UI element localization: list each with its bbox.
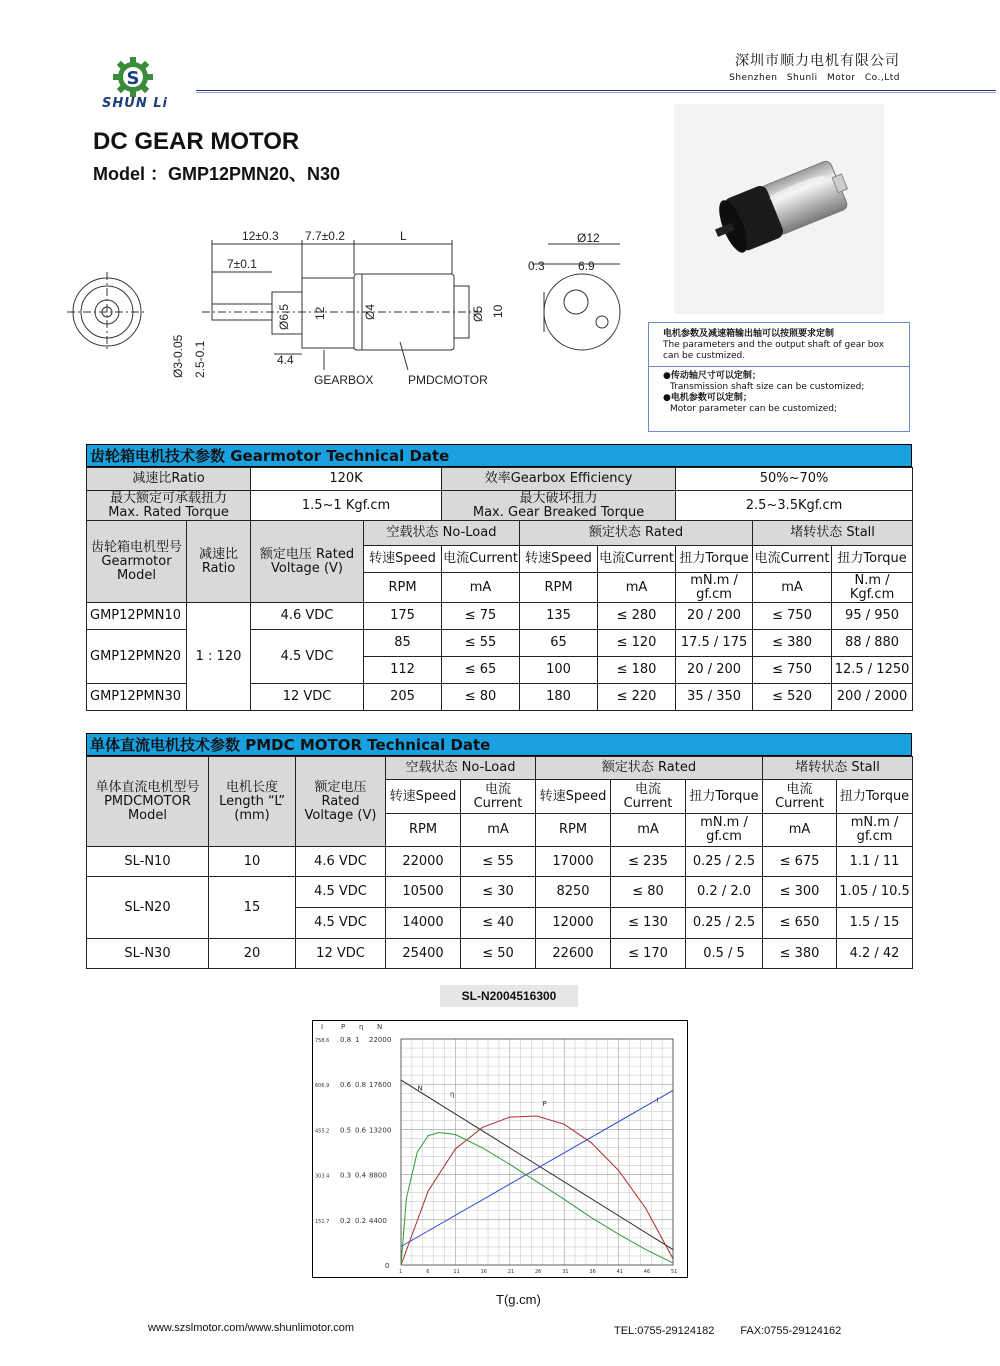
x-tick-label: 31	[562, 1269, 569, 1275]
note-b2-en: Motor parameter can be customized;	[670, 404, 838, 414]
y-tick-label: 0.3	[340, 1171, 352, 1180]
unit-cell: mN.m / gf.cm	[686, 814, 763, 847]
x-tick-label: 26	[535, 1269, 542, 1275]
group-noload: 空载状态 No-Load	[364, 521, 520, 546]
value-cell: ≤ 65	[442, 657, 520, 684]
value-cell: 1.1 / 11	[837, 847, 913, 877]
value-cell: 14000	[386, 908, 461, 939]
label-pmdcmotor: PMDCMOTOR	[408, 373, 488, 387]
value-cell: 112	[364, 657, 442, 684]
value-cell: 180	[520, 684, 598, 711]
value-cell: ≤ 130	[611, 908, 686, 939]
value-cell: 88 / 880	[832, 630, 913, 657]
value-cell: 0.25 / 2.5	[686, 847, 763, 877]
value-cell: 10500	[386, 877, 461, 908]
y-tick-label: 0.2	[340, 1216, 352, 1225]
unit-cell: mN.m / gf.cm	[676, 573, 753, 603]
value-cell: ≤ 675	[763, 847, 837, 877]
model-cell: GMP12PMN20	[87, 630, 187, 684]
value-cell: ≤ 80	[442, 684, 520, 711]
y-tick-label: 0.6	[355, 1126, 367, 1135]
voltage-cell: 4.5 VDC	[296, 908, 386, 939]
series-label: I	[656, 1096, 659, 1105]
model-cell: SL-N30	[87, 939, 209, 969]
unit-cell: mA	[442, 573, 520, 603]
group-rated: 额定状态 Rated	[520, 521, 753, 546]
gearmotor-table	[86, 444, 912, 711]
sub-header: 电流 Current	[763, 780, 837, 814]
value-cell: 1.5 / 15	[837, 908, 913, 939]
group-stall: 堵转状态 Stall	[763, 757, 913, 780]
sub-header: 转速Speed	[520, 546, 598, 573]
sub-header: 扭力Torque	[832, 546, 913, 573]
page-title: DC GEAR MOTOR	[93, 128, 300, 155]
table-row	[87, 847, 913, 877]
unit-cell: RPM	[520, 573, 598, 603]
dim-6-5: Ø6.5	[277, 303, 291, 330]
y-tick-label: 606.9	[315, 1083, 330, 1090]
length-cell: 20	[209, 939, 296, 969]
sub-header: 扭力Torque	[686, 780, 763, 814]
axis-header: P	[341, 1023, 346, 1031]
sub-header: 电流Current	[753, 546, 832, 573]
model-cell: SL-N10	[87, 847, 209, 877]
value-cell: 0.2 / 2.0	[686, 877, 763, 908]
value-cell: ≤ 50	[461, 939, 536, 969]
value-cell: 65	[520, 630, 598, 657]
unit-cell: mN.m / gf.cm	[837, 814, 913, 847]
sub-header: 电流 Current	[461, 780, 536, 814]
y-tick-label: 17600	[369, 1081, 392, 1090]
customization-note	[648, 322, 910, 432]
model-cell: GMP12PMN30	[87, 684, 187, 711]
axis-header: N	[377, 1023, 383, 1031]
value-cell: 100	[520, 657, 598, 684]
ratio-label: 减速比Ratio	[87, 468, 251, 491]
y-tick-label: 151.7	[315, 1218, 330, 1225]
series-label: N	[417, 1084, 423, 1093]
series-line	[401, 1080, 673, 1250]
dim-flat: 2.5-0.1	[193, 340, 207, 378]
note-top-en: The parameters and the output shaft of gear box can be custmized.	[663, 340, 885, 361]
performance-chart	[312, 1020, 688, 1278]
footer-tel: TEL:0755-29124182	[614, 1325, 715, 1337]
voltage-cell: 4.5 VDC	[296, 877, 386, 908]
value-cell: 0.5 / 5	[686, 939, 763, 969]
gear-icon	[112, 56, 154, 98]
value-cell: ≤ 280	[598, 603, 676, 630]
chart-title: SL-N2004516300	[440, 985, 578, 1007]
y-tick-label: 22000	[369, 1036, 392, 1044]
model-line: Model ：GMP12PMN20、N30	[93, 164, 341, 184]
sub-header: 转速Speed	[536, 780, 611, 814]
dim-phi12: Ø12	[577, 231, 600, 245]
note-top-cn: 电机参数及减速箱输出轴可以按照要求定制	[663, 329, 835, 339]
break-torque-cn: 最大破坏扭力	[519, 490, 598, 506]
dim-0-3: 0.3	[528, 259, 545, 273]
performance-chart-svg	[313, 1021, 686, 1276]
dim-6-9: 6.9	[578, 259, 595, 273]
value-cell: ≤ 750	[753, 603, 832, 630]
sub-header: 转速Speed	[364, 546, 442, 573]
dim-5: Ø5	[471, 305, 485, 322]
max-torque-en: Max. Rated Torque	[108, 504, 229, 520]
company-name-en: Shenzhen Shunli Motor Co.,Ltd	[729, 73, 900, 83]
value-cell: 22000	[386, 847, 461, 877]
y-tick-label: 0.8	[340, 1036, 352, 1044]
y-tick-label: 0.5	[340, 1126, 352, 1135]
col-voltage: 额定电压 Rated Voltage (V)	[251, 521, 364, 603]
efficiency-label: 效率Gearbox Efficiency	[442, 468, 676, 491]
sub-header: 电流Current	[442, 546, 520, 573]
sub-header: 电流Current	[598, 546, 676, 573]
x-tick-label: 46	[643, 1269, 651, 1275]
dim-12: 12±0.3	[242, 230, 279, 243]
unit-cell: mA	[753, 573, 832, 603]
plot-area	[401, 1039, 673, 1265]
footer-fax: FAX:0755-29124162	[740, 1325, 842, 1337]
value-cell: 4.2 / 42	[837, 939, 913, 969]
x-tick-label: 11	[453, 1269, 460, 1275]
dim-L: L	[400, 230, 407, 243]
x-tick-label: 6	[426, 1269, 430, 1275]
x-axis-label: T(g.cm)	[496, 1292, 541, 1307]
axis-header: I	[321, 1023, 324, 1031]
value-cell: ≤ 235	[611, 847, 686, 877]
length-cell: 10	[209, 847, 296, 877]
group-rated: 额定状态 Rated	[536, 757, 763, 780]
product-photo	[674, 104, 884, 314]
value-cell: 85	[364, 630, 442, 657]
y-tick-label: 0	[385, 1262, 390, 1270]
logo-text: SHUN Li	[102, 96, 168, 111]
value-cell: 1.05 / 10.5	[837, 877, 913, 908]
y-tick-label: 455.2	[315, 1128, 330, 1135]
unit-cell: mA	[611, 814, 686, 847]
col-ratio: 减速比 Ratio	[187, 521, 251, 603]
voltage-cell: 4.5 VDC	[251, 630, 364, 684]
col-voltage: 额定电压 Rated Voltage (V)	[296, 757, 386, 847]
length-cell: 15	[209, 877, 296, 939]
svg-text:S: S	[126, 68, 140, 89]
y-tick-label: 0.6	[340, 1081, 352, 1090]
value-cell: 12000	[536, 908, 611, 939]
value-cell: ≤ 75	[442, 603, 520, 630]
gearmotor-table-heading: 齿轮箱电机技术参数 Gearmotor Technical Date	[86, 444, 912, 467]
dim-12-v: 12	[313, 306, 327, 320]
footer-websites: www.szslmotor.com/www.shunlimotor.com	[148, 1322, 354, 1334]
note-b1-en: Transmission shaft size can be customized;	[670, 382, 865, 392]
dimension-drawing	[62, 230, 622, 395]
series-line	[401, 1133, 673, 1266]
series-line	[401, 1090, 673, 1246]
col-model: 单体直流电机型号 PMDCMOTOR Model	[87, 757, 209, 847]
unit-cell: mA	[461, 814, 536, 847]
value-cell: 95 / 950	[832, 603, 913, 630]
note-b2-cn: ●电机参数可以定制；	[663, 393, 752, 403]
value-cell: 175	[364, 603, 442, 630]
dim-shaft: Ø3-0.05	[171, 334, 185, 378]
dim-7: 7±0.1	[227, 257, 257, 271]
value-cell: ≤ 220	[598, 684, 676, 711]
table-row	[87, 603, 913, 630]
value-cell: 17000	[536, 847, 611, 877]
value-cell: ≤ 55	[442, 630, 520, 657]
series-label: P	[542, 1099, 547, 1108]
value-cell: 8250	[536, 877, 611, 908]
efficiency-value: 50%~70%	[676, 468, 913, 491]
axis-header: η	[359, 1023, 364, 1031]
voltage-cell: 12 VDC	[296, 939, 386, 969]
company-logo	[90, 56, 180, 118]
voltage-cell: 4.6 VDC	[251, 603, 364, 630]
y-tick-label: 0.2	[355, 1216, 367, 1225]
value-cell: ≤ 520	[753, 684, 832, 711]
value-cell: 22600	[536, 939, 611, 969]
sub-header: 电流 Current	[611, 780, 686, 814]
model-cell: SL-N20	[87, 877, 209, 939]
y-tick-label: 13200	[369, 1126, 392, 1135]
dim-7-7: 7.7±0.2	[305, 230, 345, 243]
unit-cell: N.m / Kgf.cm	[832, 573, 913, 603]
header-divider	[196, 90, 996, 91]
y-tick-label: 0.4	[355, 1171, 367, 1180]
value-cell: ≤ 300	[763, 877, 837, 908]
dim-4-4: 4.4	[277, 353, 294, 367]
value-cell: ≤ 40	[461, 908, 536, 939]
sub-header: 转速Speed	[386, 780, 461, 814]
table-row	[87, 877, 913, 908]
x-tick-label: 51	[671, 1269, 678, 1275]
unit-cell: mA	[598, 573, 676, 603]
col-length: 电机长度 Length “L” (mm)	[209, 757, 296, 847]
group-stall: 堵转状态 Stall	[753, 521, 913, 546]
value-cell: ≤ 750	[753, 657, 832, 684]
col-model: 齿轮箱电机型号 Gearmotor Model	[87, 521, 187, 603]
break-torque-en: Max. Gear Breaked Torque	[472, 504, 645, 520]
value-cell: 0.25 / 2.5	[686, 908, 763, 939]
x-tick-label: 1	[399, 1269, 403, 1275]
model-cell: GMP12PMN10	[87, 603, 187, 630]
voltage-cell: 4.6 VDC	[296, 847, 386, 877]
value-cell: 35 / 350	[676, 684, 753, 711]
value-cell: ≤ 180	[598, 657, 676, 684]
sub-header: 扭力Torque	[676, 546, 753, 573]
dim-4: Ø4	[363, 303, 377, 320]
value-cell: 20 / 200	[676, 603, 753, 630]
value-cell: 25400	[386, 939, 461, 969]
x-tick-label: 41	[616, 1269, 623, 1275]
y-tick-label: 0.8	[355, 1081, 367, 1090]
pmdc-table-heading: 单体直流电机技术参数 PMDC MOTOR Technical Date	[86, 733, 912, 756]
break-torque-value: 2.5~3.5Kgf.cm	[676, 491, 913, 521]
pmdc-motor-table	[86, 733, 912, 969]
footer-contact	[614, 1325, 841, 1337]
x-tick-label: 16	[480, 1269, 487, 1275]
value-cell: ≤ 55	[461, 847, 536, 877]
company-name	[729, 50, 900, 83]
value-cell: ≤ 120	[598, 630, 676, 657]
y-tick-label: 303.4	[315, 1173, 330, 1180]
value-cell: 12.5 / 1250	[832, 657, 913, 684]
value-cell: ≤ 30	[461, 877, 536, 908]
x-tick-label: 36	[589, 1269, 596, 1275]
ratio-value: 120K	[251, 468, 442, 491]
label-gearbox: GEARBOX	[314, 373, 374, 387]
company-name-cn: 深圳市顺力电机有限公司	[735, 53, 900, 69]
voltage-cell: 12 VDC	[251, 684, 364, 711]
series-label: η	[449, 1090, 455, 1099]
y-tick-label: 1	[355, 1036, 360, 1044]
unit-cell: RPM	[386, 814, 461, 847]
value-cell: 200 / 2000	[832, 684, 913, 711]
value-cell: 135	[520, 603, 598, 630]
max-torque-value: 1.5~1 Kgf.cm	[251, 491, 442, 521]
max-torque-cn: 最大额定可承载扭力	[110, 490, 228, 506]
note-b1-cn: ●传动轴尺寸可以定制；	[663, 371, 761, 381]
value-cell: 20 / 200	[676, 657, 753, 684]
y-tick-label: 8800	[369, 1171, 387, 1180]
ratio-cell: 1 : 120	[187, 603, 251, 711]
value-cell: ≤ 170	[611, 939, 686, 969]
value-cell: 17.5 / 175	[676, 630, 753, 657]
value-cell: ≤ 380	[753, 630, 832, 657]
x-tick-label: 21	[507, 1269, 515, 1275]
value-cell: ≤ 80	[611, 877, 686, 908]
unit-cell: RPM	[536, 814, 611, 847]
header-divider-thin	[196, 92, 996, 93]
value-cell: 205	[364, 684, 442, 711]
value-cell: ≤ 650	[763, 908, 837, 939]
value-cell: ≤ 380	[763, 939, 837, 969]
unit-cell: mA	[763, 814, 837, 847]
group-noload: 空载状态 No-Load	[386, 757, 536, 780]
y-tick-label: 758.6	[315, 1038, 330, 1044]
dim-10: 10	[491, 304, 505, 318]
unit-cell: RPM	[364, 573, 442, 603]
sub-header: 扭力Torque	[837, 780, 913, 814]
y-tick-label: 4400	[369, 1216, 387, 1225]
table-row	[87, 939, 913, 969]
